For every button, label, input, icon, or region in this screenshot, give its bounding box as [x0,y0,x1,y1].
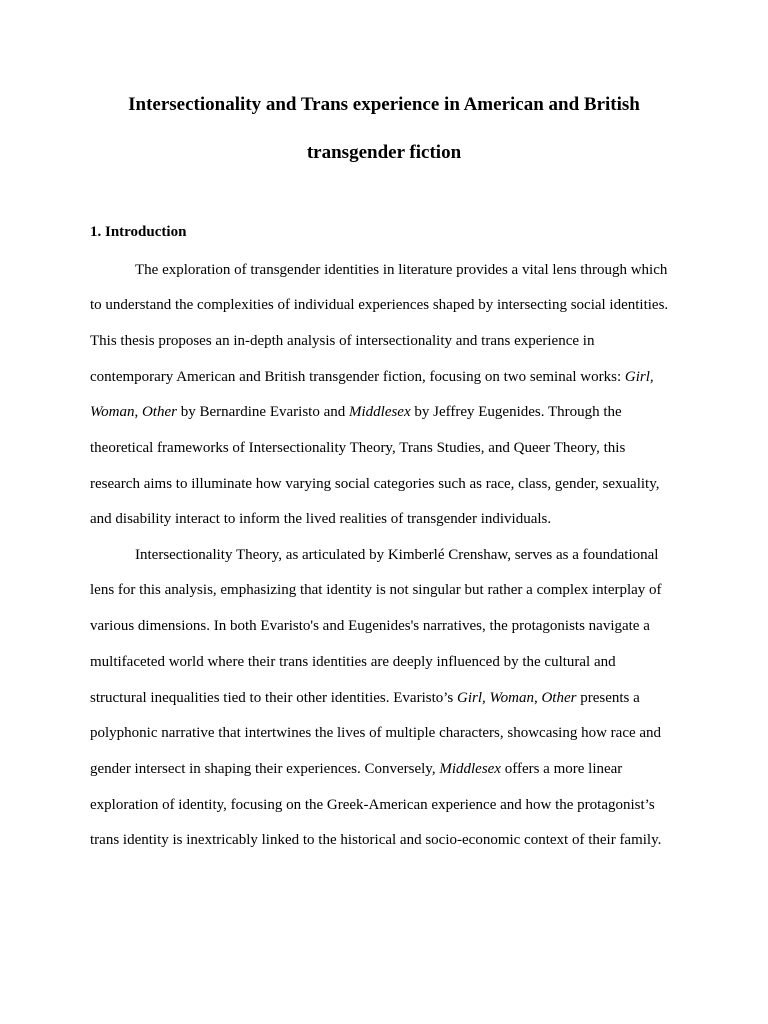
paragraph-2-line-4: multifaceted world where their trans identities are deeply influenced by the cultural and [90,654,616,670]
paragraph-1-line-2: to understand the complexities of individual experiences shaped by intersecting social identities. [90,297,669,313]
work-title-middlesex: Middlesex [348,404,411,420]
paragraph-1-line-5 [90,402,622,422]
paragraph-1-line-5-post: by Jeffrey Eugenides. Through the [410,404,622,420]
comma-separator: , [134,404,142,420]
paragraph-2-line-5 [90,688,640,708]
paragraph-1-line-4-text: contemporary American and British transgender fiction, focusing on two seminal works: [90,369,625,385]
paragraph-2-line-8: exploration of identity, focusing on the Greek-American experience and how the protagonist’s [90,797,655,813]
paragraph-2-line-1: Intersectionality Theory, as articulated by Kimberlé Crenshaw, serves as a foundational [135,547,659,563]
paragraph-1-line-3: This thesis proposes an in-depth analysis of intersectionality and trans experience in [90,333,595,349]
paragraph-1-line-4 [90,367,654,387]
work-title-girl-woman-other: Girl, Woman, Other [457,690,577,706]
paragraph-1-line-8: and disability interact to inform the lived realities of transgender individuals. [90,511,552,527]
work-title-other: Other [141,404,177,420]
paragraph-2-line-6: polyphonic narrative that intertwines the lives of multiple characters, showcasing how race and [90,725,662,741]
paragraph-2-line-5-post: presents a [576,690,640,706]
paragraph-2-line-9: trans identity is inextricably linked to the historical and socio-economic context of their family. [90,832,662,848]
paragraph-2-line-7-post: offers a more linear [500,761,623,777]
paragraph-1-line-7: research aims to illuminate how varying social categories such as race, class, gender, sexuality, [90,476,660,492]
work-title-woman: Woman [90,404,135,420]
paragraph-2-line-7 [90,759,622,779]
paragraph-1-line-6: theoretical frameworks of Intersectionality Theory, Trans Studies, and Queer Theory, this [90,440,626,456]
paragraph-1-line-5-mid: by Bernardine Evaristo and [176,404,349,420]
document-title-line-2: transgender fiction [306,142,462,163]
work-title-girl: Girl, [624,369,654,385]
document-title-line-1: Intersectionality and Trans experience in American and British [128,94,640,115]
work-title-middlesex-2: Middlesex [439,761,501,777]
paragraph-2-line-2: lens for this analysis, emphasizing that identity is not singular but rather a complex interplay of [90,582,662,598]
paragraph-2-line-7-text: gender intersect in shaping their experiences. Conversely, [90,761,440,777]
paragraph-1-line-1: The exploration of transgender identities in literature provides a vital lens through which [135,262,668,278]
paragraph-2-line-5-text: structural inequalities tied to their other identities. Evaristo’s [90,690,457,706]
paragraph-2-line-3: various dimensions. In both Evaristo's and Eugenides's narratives, the protagonists navigate a [90,618,650,634]
section-heading: 1. Introduction [90,224,187,240]
